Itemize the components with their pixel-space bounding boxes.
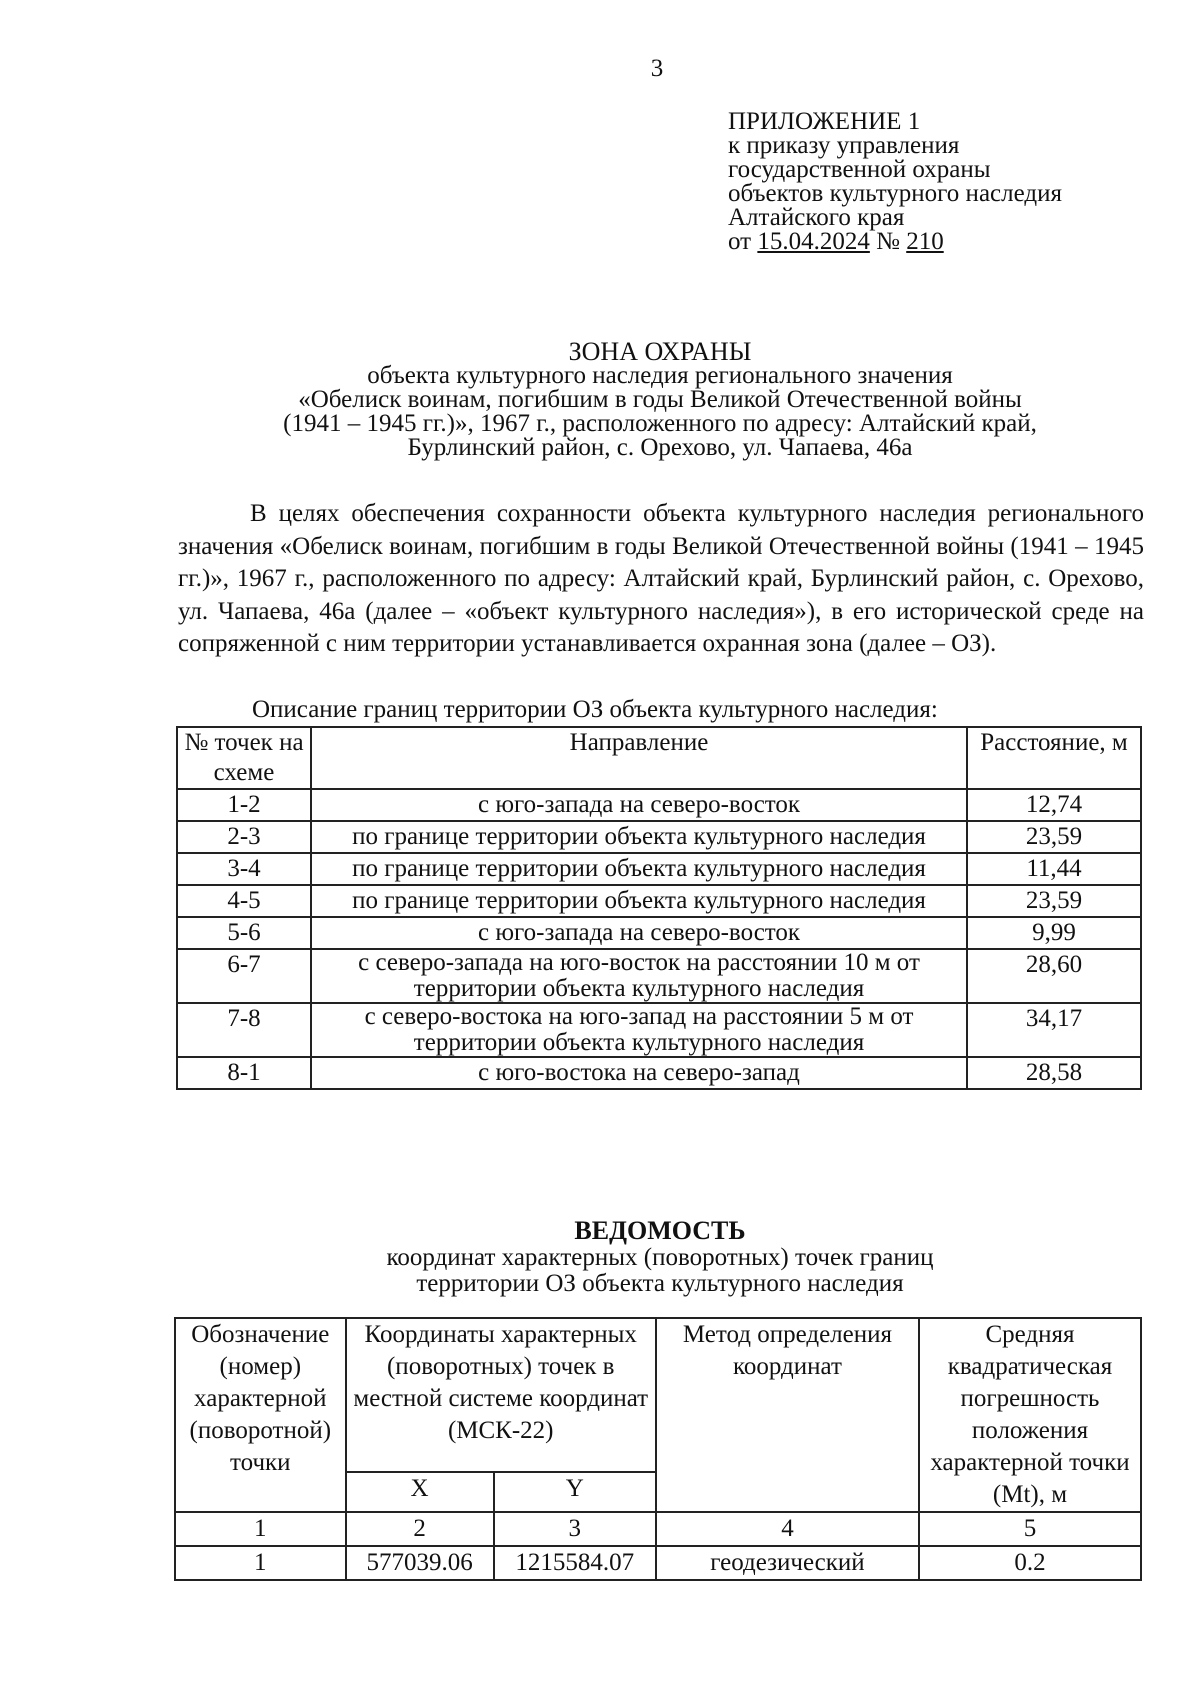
- header-y: Y: [494, 1472, 656, 1512]
- cell-distance: 28,58: [967, 1057, 1141, 1089]
- cell-distance: 12,74: [967, 789, 1141, 821]
- column-number: 2: [346, 1512, 494, 1546]
- appendix-title: ПРИЛОЖЕНИЕ 1: [728, 108, 921, 135]
- appendix-date-line: [728, 230, 1062, 254]
- header-point-id: Обозначение (номер) характерной (поворотной) точки: [175, 1318, 346, 1512]
- zone-title: ЗОНА ОХРАНЫ: [568, 337, 752, 366]
- cell-distance: 23,59: [967, 821, 1141, 853]
- header-points: № точек на схеме: [177, 727, 311, 789]
- appendix-line: объектов культурного наследия: [728, 180, 1062, 207]
- intro-paragraph: [178, 498, 1144, 661]
- cell-error: 0.2: [919, 1546, 1141, 1580]
- cell-direction: по границе территории объекта культурного наследия: [311, 885, 967, 917]
- cell-points: 8-1: [177, 1057, 311, 1089]
- vedomost-title: ВЕДОМОСТЬ: [574, 1216, 746, 1245]
- appendix-line: Алтайского края: [728, 204, 905, 231]
- header-method: Метод определения координат: [656, 1318, 919, 1512]
- borders-table: [176, 726, 1142, 1090]
- cell-direction: с юго-запада на северо-восток: [311, 917, 967, 949]
- header-coordinates: Координаты характерных (поворотных) точек в местной системе координат (МСК-22): [346, 1318, 656, 1472]
- cell-distance: 34,17: [967, 1003, 1141, 1057]
- cell-y: 1215584.07: [494, 1546, 656, 1580]
- column-number: 3: [494, 1512, 656, 1546]
- header-direction: Направление: [311, 727, 967, 789]
- vedomost-line: координат характерных (поворотных) точек границ: [386, 1244, 934, 1271]
- table-header-row: [177, 727, 1141, 789]
- number-prefix: №: [876, 228, 900, 255]
- order-number: 210: [906, 228, 944, 255]
- cell-distance: 23,59: [967, 885, 1141, 917]
- header-error: Средняя квадратическая погрешность положения характерной точки (Mt), м: [919, 1318, 1141, 1512]
- coordinates-table: [174, 1317, 1142, 1581]
- cell-direction: с юго-запада на северо-восток: [311, 789, 967, 821]
- cell-x: 577039.06: [346, 1546, 494, 1580]
- table-row: [177, 917, 1141, 949]
- column-number: 1: [175, 1512, 346, 1546]
- table-row: [177, 821, 1141, 853]
- cell-method: геодезический: [656, 1546, 919, 1580]
- cell-points: 6-7: [177, 949, 311, 1003]
- vedomost-subtitle: [160, 1245, 1160, 1297]
- appendix-header: [728, 110, 1062, 254]
- cell-points: 5-6: [177, 917, 311, 949]
- table-row: [177, 853, 1141, 885]
- column-number: 4: [656, 1512, 919, 1546]
- cell-points: 1-2: [177, 789, 311, 821]
- cell-distance: 11,44: [967, 853, 1141, 885]
- table-row: [177, 1057, 1141, 1089]
- header-distance: Расстояние, м: [967, 727, 1141, 789]
- zone-line: объекта культурного наследия регионального значения: [367, 362, 953, 389]
- table-row: [177, 789, 1141, 821]
- page-number: 3: [650, 55, 664, 82]
- table-header-row: [175, 1318, 1141, 1472]
- appendix-line: к приказу управления: [728, 132, 960, 159]
- cell-direction: с северо-запада на юго-восток на расстоянии 10 м от территории объекта культурного наследия: [311, 949, 967, 1003]
- cell-distance: 28,60: [967, 949, 1141, 1003]
- cell-direction: по границе территории объекта культурного наследия: [311, 853, 967, 885]
- order-date: 15.04.2024: [757, 228, 870, 255]
- zone-line: Бурлинский район, с. Орехово, ул. Чапаева, 46а: [407, 434, 913, 461]
- cell-points: 4-5: [177, 885, 311, 917]
- borders-caption: Описание границ территории ОЗ объекта культурного наследия:: [252, 696, 938, 723]
- vedomost-line: территории ОЗ объекта культурного наследия: [416, 1270, 904, 1297]
- column-number: 5: [919, 1512, 1141, 1546]
- date-prefix: от: [728, 228, 752, 255]
- cell-point-id: 1: [175, 1546, 346, 1580]
- cell-points: 7-8: [177, 1003, 311, 1057]
- zone-line: (1941 – 1945 гг.)», 1967 г., расположенного по адресу: Алтайский край,: [283, 410, 1037, 437]
- table-row: [177, 949, 1141, 1003]
- column-number-row: [175, 1512, 1141, 1546]
- cell-direction: по границе территории объекта культурного наследия: [311, 821, 967, 853]
- appendix-line: государственной охраны: [728, 156, 991, 183]
- cell-points: 3-4: [177, 853, 311, 885]
- table-row: [175, 1546, 1141, 1580]
- cell-distance: 9,99: [967, 917, 1141, 949]
- table-row: [177, 1003, 1141, 1057]
- cell-direction: с северо-востока на юго-запад на расстоянии 5 м от территории объекта культурного наследия: [311, 1003, 967, 1057]
- cell-points: 2-3: [177, 821, 311, 853]
- cell-direction: с юго-востока на северо-запад: [311, 1057, 967, 1089]
- paragraph-text: В целях обеспечения сохранности объекта культурного наследия регионального значения «Обелиск воинам, погибшим в годы Великой Отечественной войны (1941 – 1945 гг.)», 1967 г., расположенного по адресу: Алтайский край, Бурлинский район, с. Орехово, ул. Чапаева, 46а (далее – «объект культурного наследия»), в его исторической среде на сопряженной с ним территории устанавливается охранная зона (далее – ОЗ).: [178, 500, 1144, 657]
- header-x: X: [346, 1472, 494, 1512]
- table-row: [177, 885, 1141, 917]
- zone-subtitle: [160, 364, 1160, 460]
- zone-line: «Обелиск воинам, погибшим в годы Великой Отечественной войны: [298, 386, 1022, 413]
